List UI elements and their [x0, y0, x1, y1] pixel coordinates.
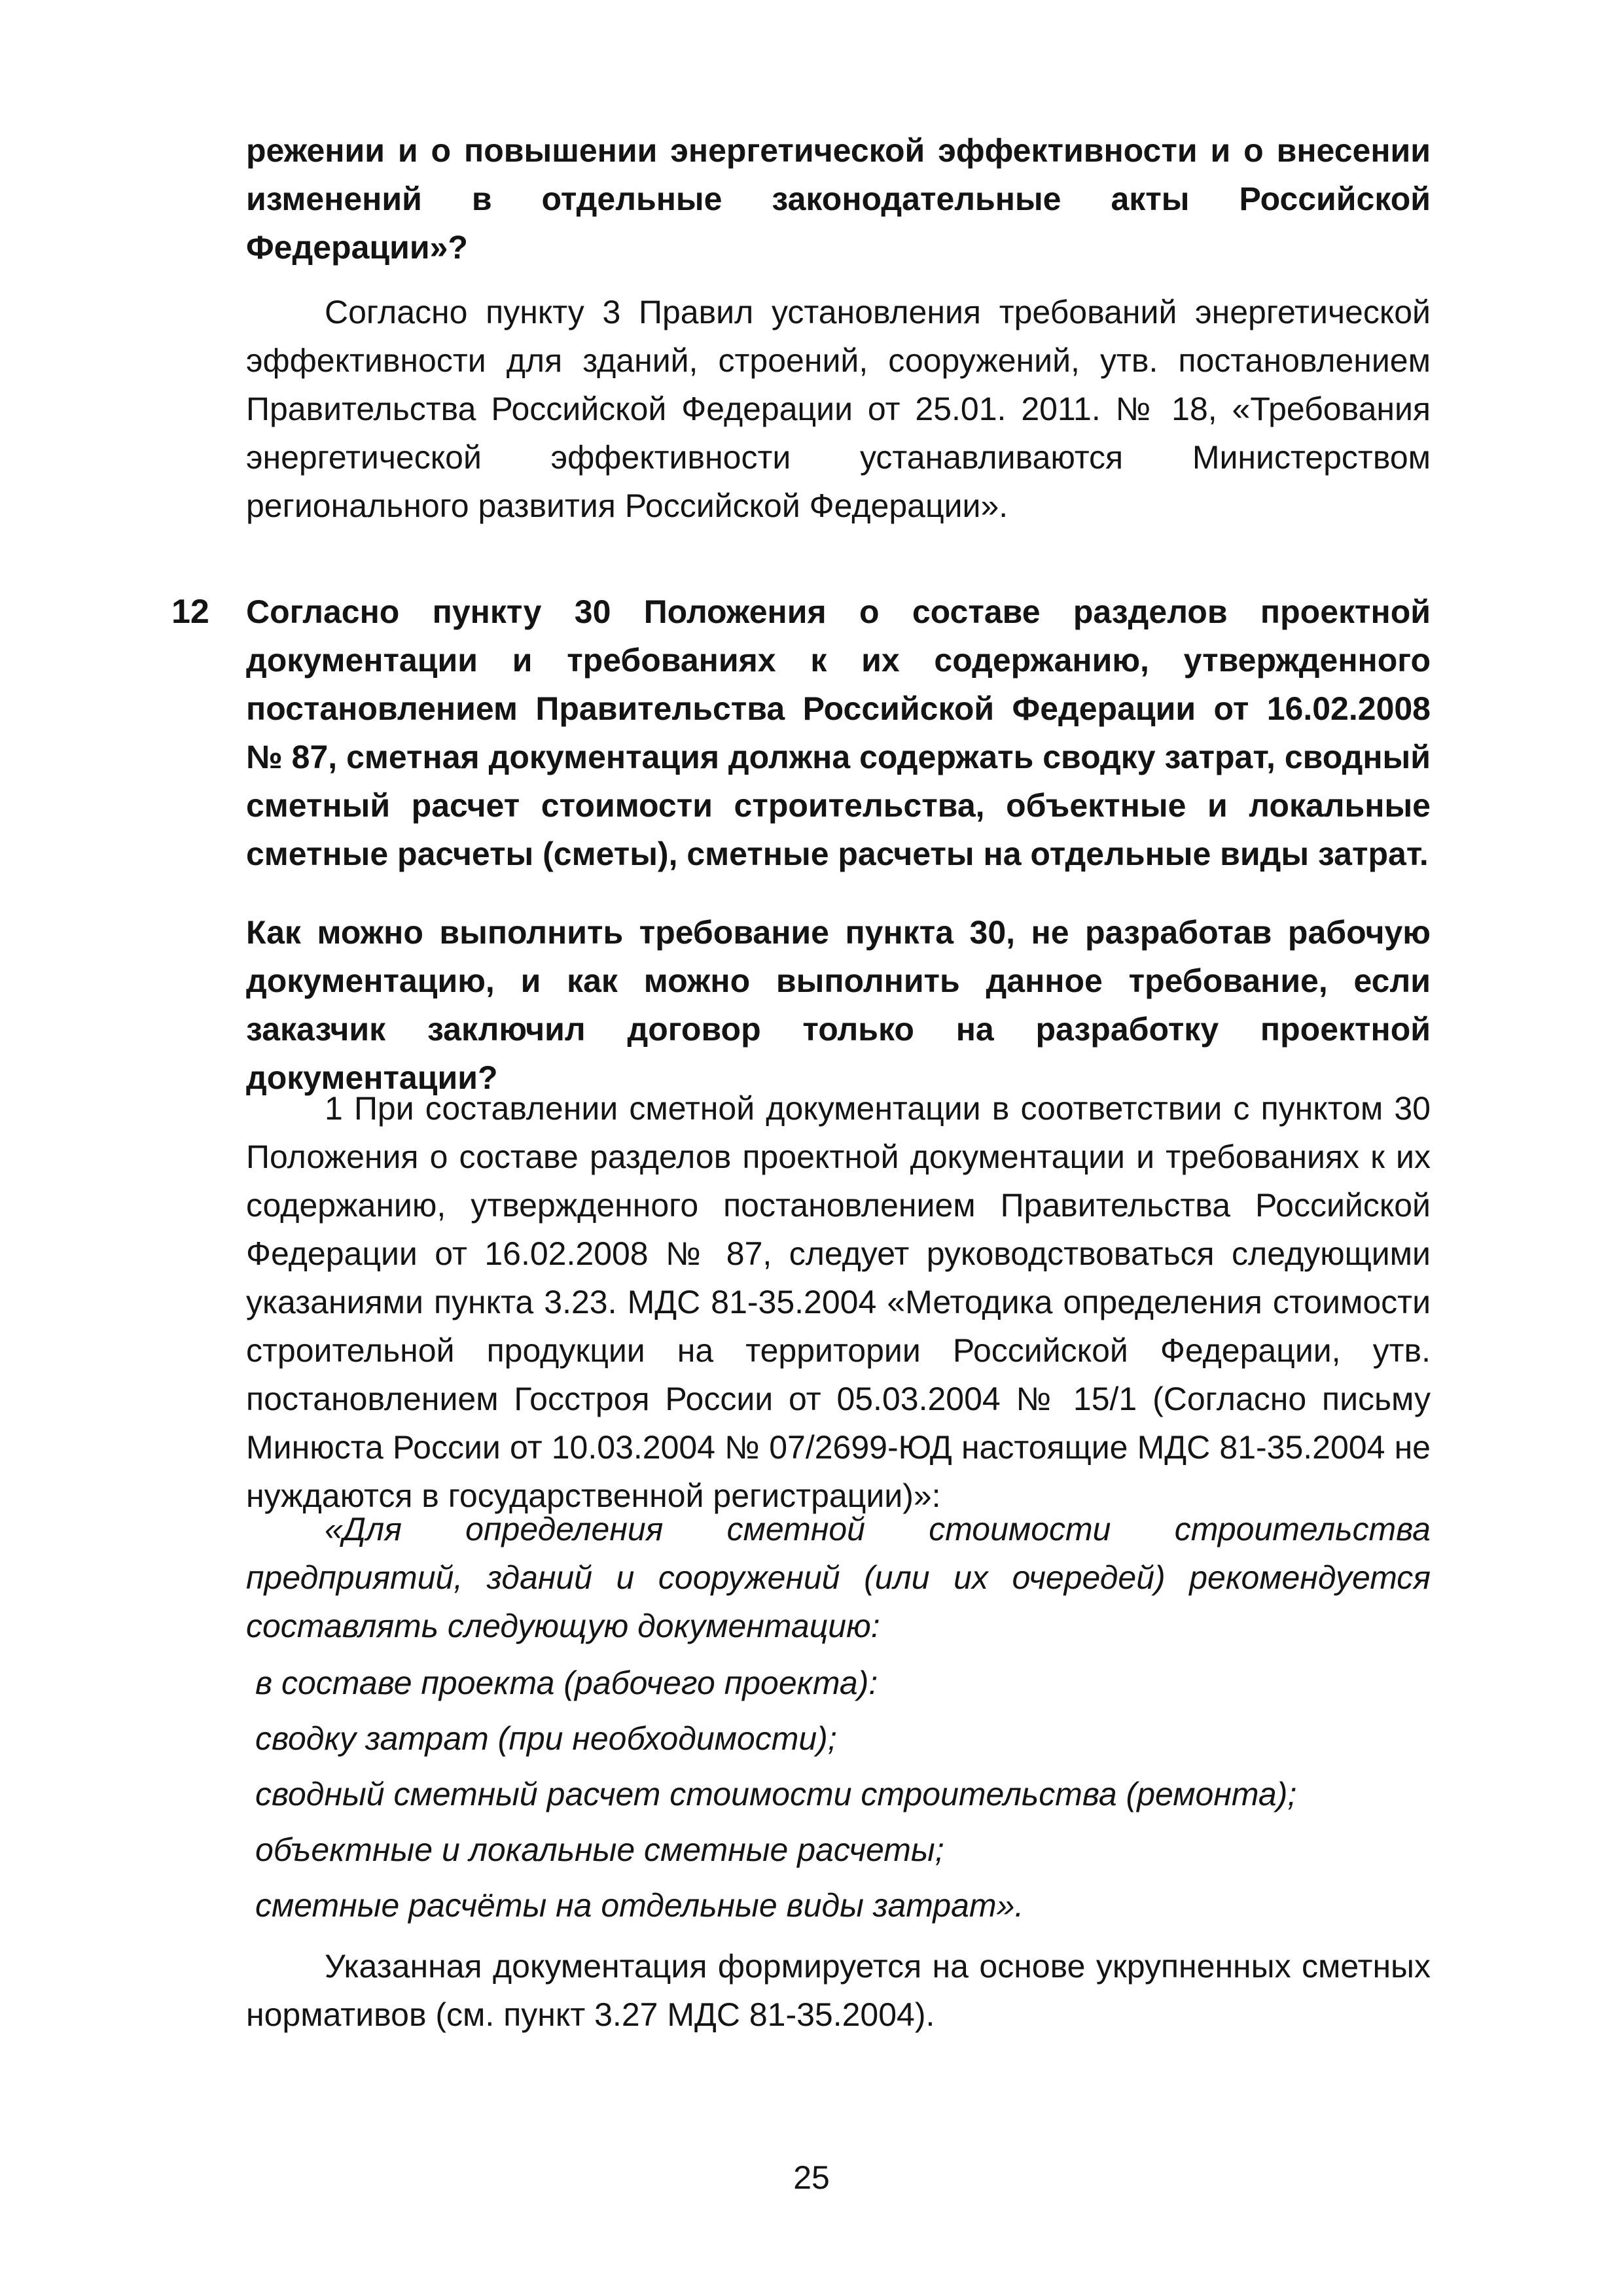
- quote-list-item: сводку затрат (при необходимости);: [255, 1720, 837, 1757]
- answer-12-paragraph-1: 1 При составлении сметной документации в соответствии с пунктом 30 Положения о составе разделов проектной документации и требованиях к их содержанию, утвержденного постановлением Правительства Российской Федерации от 16.02.2008 № 87, следует руководствоваться следующими указаниями пункта 3.23. МДС 81-35.2004 «Методика определения стоимости строительной продукции на территории Российской Федерации, утв. постановлением Госстроя России от 05.03.2004 № 15/1 (Согласно письму Минюста России от 10.03.2004 № 07/2699-ЮД настоящие МДС 81-35.2004 не нуждаются в государственной регистрации)»:: [246, 1090, 1431, 1514]
- answer-11-text: Согласно пункту 3 Правил установления требований энергетической эффективности для зданий, строений, сооружений, утв. постановлением Правительства Российской Федерации от 25.01. 2011. № 18, «Требования энергетической эффективности устанавливаются Министерством регионального развития Российской Федерации».: [246, 294, 1431, 524]
- answer-12-closing: Указанная документация формируется на основе укрупненных сметных нормативов (см. пункт 3.27 МДС 81-35.2004).: [246, 1948, 1431, 2033]
- continued-question-text: режении и о повышении энергетической эффективности и о внесении изменений в отдельные законодательные акты Российской Федерации»?: [246, 132, 1431, 266]
- page-number: 25: [793, 2159, 830, 2196]
- question-12-paragraph-2: Как можно выполнить требование пункта 30, не разработав рабочую документацию, и как можно выполнить данное требование, если заказчик заключил договор только на разработку проектной документации?: [246, 914, 1431, 1096]
- quote-list-item: сводный сметный расчет стоимости строительства (ремонта);: [255, 1776, 1297, 1812]
- quote-list-item: сметные расчёты на отдельные виды затрат».: [255, 1887, 1024, 1924]
- answer-12-quote-intro: «Для определения сметной стоимости строительства предприятий, зданий и сооружений (или их очередей) рекомендуется составлять следующую документацию:: [246, 1511, 1431, 1644]
- question-12-number: 12: [171, 593, 209, 631]
- quote-list-item: в составе проекта (рабочего проекта):: [255, 1665, 878, 1701]
- quote-list-item: объектные и локальные сметные расчеты;: [255, 1831, 944, 1868]
- question-12-paragraph-1: Согласно пункту 30 Положения о составе разделов проектной документации и требованиях к их содержанию, утвержденного постановлением Правительства Российской Федерации от 16.02.2008 № 87, сметная документация должна содержать сводку затрат, сводный сметный расчет стоимости строительства, объектные и локальные сметные расчеты (сметы), сметные расчеты на отдельные виды затрат.: [246, 593, 1431, 872]
